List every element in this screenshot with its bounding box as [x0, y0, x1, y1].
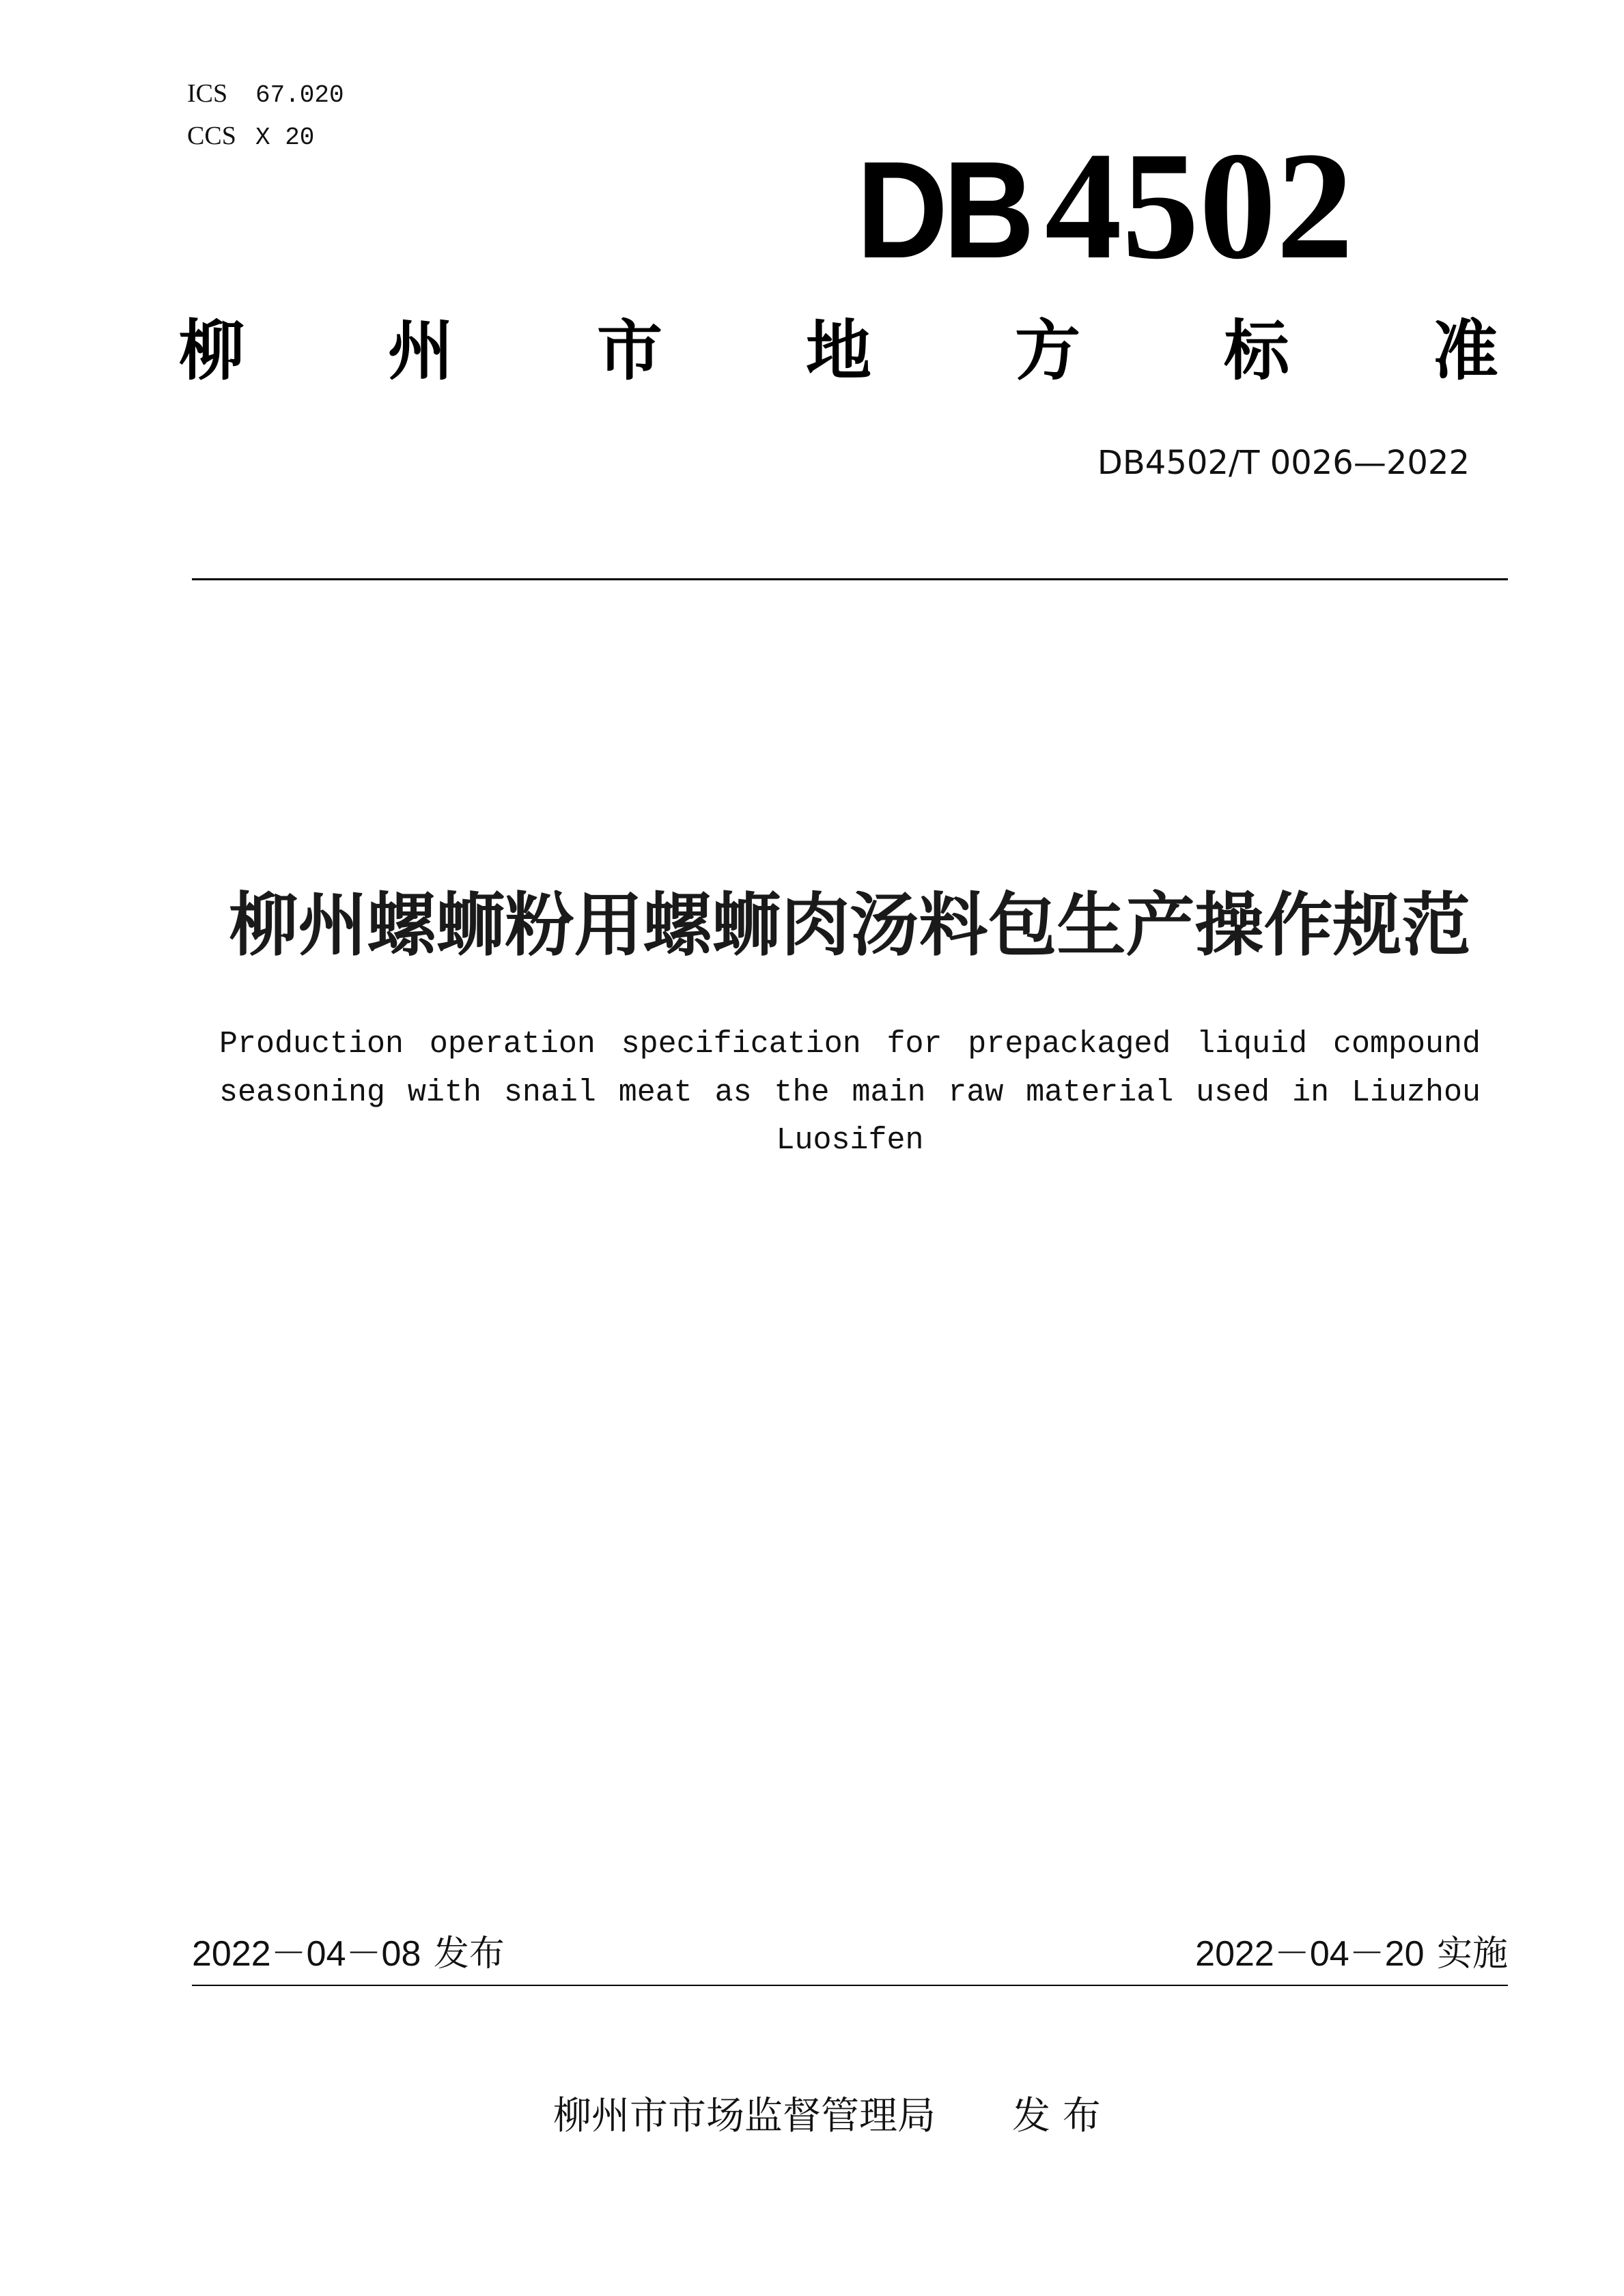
implement-date-value: 2022－04－20 — [1195, 1934, 1425, 1974]
local-standard-heading-char: 市 — [597, 313, 662, 389]
issue-date-value: 2022－04－08 — [192, 1934, 421, 1974]
standard-logo — [856, 120, 1354, 291]
publisher — [553, 2094, 1101, 2138]
ics-code — [187, 81, 344, 108]
ccs-label: CCS — [187, 122, 236, 150]
implement-date-label: 实施 — [1436, 1934, 1508, 1974]
logo-number: 4502 — [1044, 120, 1354, 291]
document-title: 柳州螺蛳粉用螺蛳肉汤料包生产操作规范 — [229, 885, 1471, 965]
bottom-divider — [192, 1985, 1508, 1986]
publisher-name: 柳州市市场监督管理局 — [553, 2094, 936, 2138]
ics-label: ICS — [187, 79, 228, 108]
local-standard-heading-char: 方 — [1015, 313, 1080, 389]
logo-prefix: DB — [856, 132, 1030, 287]
top-divider — [192, 578, 1508, 580]
local-standard-heading-char: 地 — [806, 313, 871, 389]
english-title-line: Luosifen — [776, 1123, 924, 1158]
local-standard-heading-char: 州 — [388, 313, 453, 389]
publisher-action: 发 布 — [1012, 2094, 1101, 2138]
standard-number: DB4502/T 0026—2022 — [1097, 444, 1470, 482]
local-standard-heading-char: 标 — [1224, 313, 1289, 389]
ics-value: 67.020 — [255, 81, 344, 109]
english-title-line: seasoning with snail meat as the main raw material used in Liuzhou — [219, 1075, 1481, 1110]
ccs-value: X 20 — [255, 124, 315, 152]
issue-date — [192, 1936, 505, 1972]
local-standard-heading — [179, 313, 1498, 389]
local-standard-heading-char: 准 — [1433, 313, 1498, 389]
issue-date-label: 发布 — [433, 1934, 505, 1974]
implement-date — [1195, 1936, 1508, 1972]
ccs-code — [187, 123, 314, 150]
local-standard-heading-char: 柳 — [179, 313, 244, 389]
english-title-line: Production operation specification for prepackaged liquid compound — [219, 1027, 1481, 1062]
